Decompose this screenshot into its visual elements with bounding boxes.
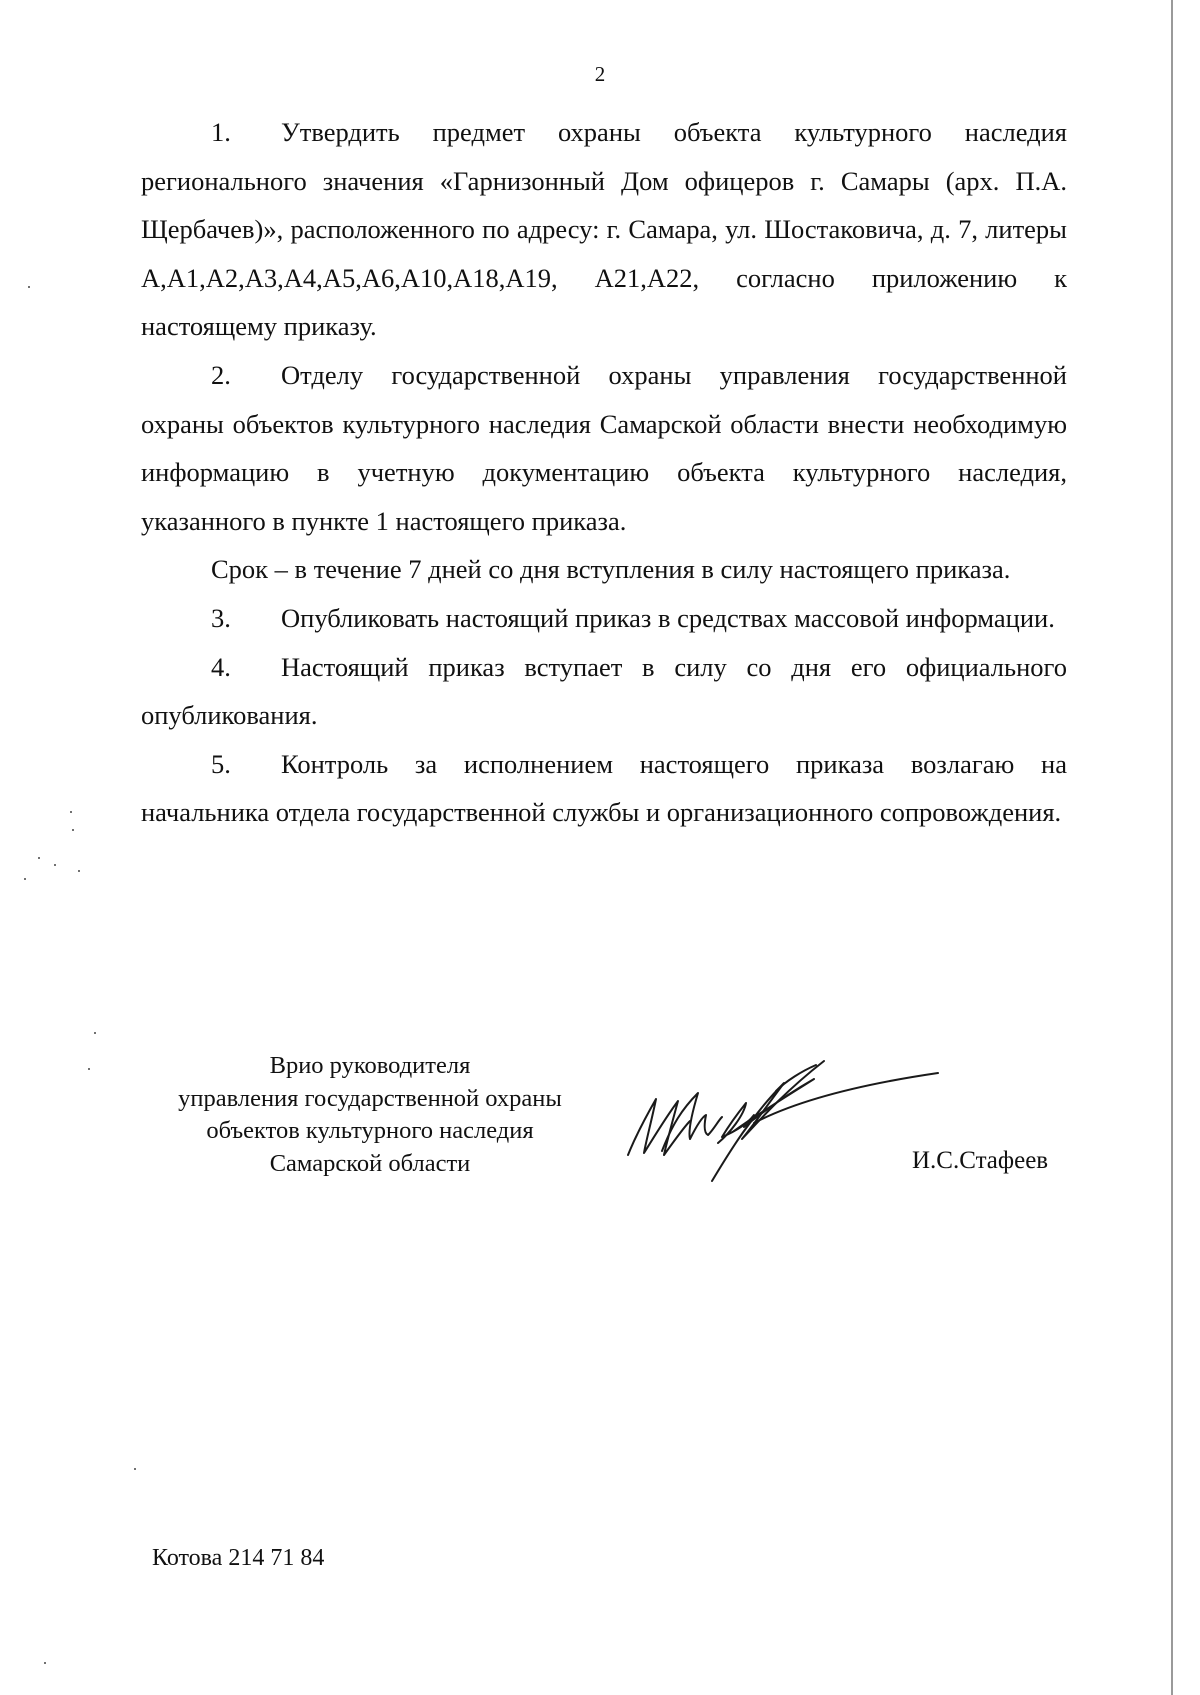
scan-speck (44, 1662, 46, 1664)
item-text: Настоящий приказ вступает в силу со дня его официального опубликования. (141, 651, 1067, 731)
item-text: Отделу государственной охраны управления государственной охраны объектов культурного наследия Самарской области внести необходимую информацию в учетную документацию объекта культурного наследия, указанного в пункте 1 настоящего приказа. (141, 359, 1067, 536)
item-number: 3. (211, 602, 231, 633)
item-number: 1. (211, 117, 231, 147)
scan-speck (78, 870, 80, 872)
executor-contact: Котова 214 71 84 (152, 1545, 325, 1571)
scan-speck (94, 1032, 96, 1034)
item-text: Утвердить предмет охраны объекта культурного наследия регионального значения «Гарнизонный Дом офицеров г. Самары (арх. П.А. Щербачев)», расположенного по адресу: г. Самара, ул. Шостаковича, д. 7, литеры А,А1,А2,А3,А4,А5,А6,А10,А18,А19, А21,А22, согласно приложению к настоящему приказу. (141, 117, 1067, 342)
handwritten-signature (626, 1055, 941, 1185)
item-number: 2. (211, 359, 231, 390)
order-item-1 (141, 108, 1067, 351)
signatory-title-line: Врио руководителя (269, 1052, 471, 1079)
order-item-5 (141, 740, 1067, 837)
signatory-title-line: объектов культурного наследия (206, 1117, 534, 1144)
signatory-title-line: управления государственной охраны (178, 1084, 562, 1112)
scan-speck (28, 286, 30, 288)
page-number: 2 (594, 62, 606, 86)
signer-name: И.С.Стафеев (912, 1147, 1049, 1174)
scan-speck (72, 829, 74, 831)
order-body (141, 108, 1067, 837)
scan-edge-line (1171, 0, 1173, 1695)
scan-speck (134, 1468, 136, 1470)
item-number: 5. (211, 748, 231, 779)
order-item-4 (141, 643, 1067, 740)
item-number: 4. (211, 651, 231, 682)
deadline-note (141, 545, 1067, 594)
order-item-2 (141, 351, 1067, 545)
scan-speck (24, 878, 26, 880)
scan-speck (38, 857, 40, 859)
signatory-title-line: Самарской области (269, 1149, 471, 1177)
scan-speck (54, 864, 56, 866)
signatory-title (140, 1050, 600, 1180)
item-text: Контроль за исполнением настоящего приказа возлагаю на начальника отдела государственной службы и организационного сопровождения. (141, 748, 1067, 828)
order-item-3 (141, 594, 1067, 643)
scan-speck (88, 1068, 90, 1070)
item-text: Опубликовать настоящий приказ в средствах массовой информации. (281, 602, 1055, 633)
deadline-text: Срок – в течение 7 дней со дня вступления в силу настоящего приказа. (211, 554, 1011, 585)
scan-speck (70, 811, 72, 813)
